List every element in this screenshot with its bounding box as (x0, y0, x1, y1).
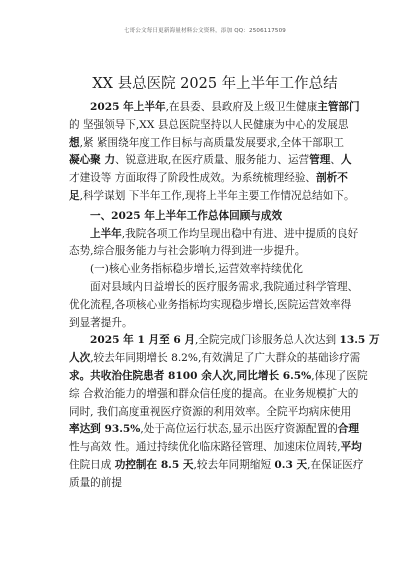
intro-paragraph (69, 99, 361, 117)
stats-line-6-bold: 率达到 93.5% (69, 423, 141, 436)
intro-line-1-text: ,在县委、县政府及上级卫生健康主管部门 (165, 101, 360, 113)
intro-line-3-text: ,紧 紧围绕年度工作目标与高质量发展要求,全体干部职工 (79, 136, 344, 149)
section-heading-1: 一、2025 年上半年工作总体回顾与成效 (90, 209, 283, 222)
stats-line-4 (69, 386, 361, 404)
stats-paragraph (69, 332, 380, 350)
section1-line-1 (69, 226, 361, 244)
stats-line-3-text: ,体现了医院 (311, 369, 368, 382)
section1-line-1-rest: ,我院各项工作均呈现出稳中有进、进中提质的良好 (121, 227, 359, 240)
intro-line-2 (69, 117, 361, 135)
stats-line-9-text: 质量的前提 (69, 476, 122, 489)
intro-line-6 (69, 188, 361, 206)
watermark-header: 七哥公文每日更新海量材料公文资料，添加 QQ：2506117509 (123, 28, 286, 34)
intro-line-1 (69, 99, 361, 117)
subsection-heading-1: (一)核心业务指标稳步增长,运营效率持续优化 (90, 263, 303, 276)
stats-line-6 (69, 421, 361, 439)
subsection1-line-1: 面对县域内日益增长的医疗服务需求,我院通过科学管理、 (90, 280, 359, 293)
stats-line-8-text: 住院日成 功控制在 8.5 天,较去年同期缩短 0.3 天,在保证医疗 (69, 458, 364, 471)
stats-line-1-text: ,全院完成门诊服务总人次达到 (195, 334, 340, 347)
document-body (69, 74, 380, 493)
stats-line-8 (69, 457, 364, 475)
intro-line-3 (69, 135, 361, 153)
intro-line-4-text: 、锐意进取,在医疗质量、服务能力、运营管理、人 (115, 154, 352, 167)
subsection1-paragraph (69, 279, 361, 297)
stats-line-3 (69, 368, 368, 386)
document-title: XX 县总医院 2025 年上半年工作总结 (92, 76, 338, 92)
intro-line-5 (69, 170, 361, 188)
section1-line-2: 态势,综合服务能力与社会影响力得到进一步提升。 (69, 245, 306, 258)
intro-line-6-text: ,科学谋划 下半年工作,现将上半年主要工作情况总结如下。 (79, 189, 355, 202)
subsection1-paragraph-cont (69, 297, 361, 333)
subsection1-line-2: 优化流程,各项核心业务指标均实现稳步增长,医院运营效率得 (69, 298, 352, 311)
stats-line-2-text: ,较去年同期增长 8.2%,有效满足了广大群众的基础诊疗需 (90, 352, 361, 365)
stats-line-5-text: 同时, 我们高度重视医疗资源的利用效率。全院平均病床使用 (69, 405, 352, 418)
intro-line-6-bold: 足 (69, 189, 80, 202)
intro-paragraph-cont (69, 117, 361, 206)
intro-line-3-bold: 想 (69, 136, 80, 149)
stats-paragraph-cont (69, 350, 368, 492)
stats-line-1-bold-end: 13.5 万 (339, 334, 380, 347)
stats-line-3-bold: 求。共收治住院患者 8100 余人次,同比增长 6.5% (69, 369, 312, 382)
stats-line-1 (69, 332, 380, 350)
stats-line-7-text: 性与高效 性。通过持续优化临床路径管理、加速床位周转,平均 (69, 441, 362, 454)
section1-paragraph (69, 226, 361, 244)
stats-line-6-text: ,处于高位运行状态,显示出医疗资源配置的合理 (140, 423, 359, 436)
intro-line-2-text: 的 坚强领导下,XX 县总医院坚持以人民健康为中心的发展思 (69, 118, 349, 131)
stats-line-2-bold: 人次 (69, 352, 91, 365)
stats-line-7 (69, 439, 361, 457)
stats-line-1-bold: 2025 年 1 月至 6 月 (90, 334, 196, 347)
stats-line-2 (69, 350, 361, 368)
stats-line-5 (69, 404, 361, 422)
intro-line-5-text: 才建设等 方面取得了阶段性成效。为系统梳理经验、剖析不 (69, 172, 348, 185)
subsection1-line-3: 到显著提升。 (69, 316, 133, 329)
intro-line-4 (69, 152, 361, 170)
intro-line-1-bold: 2025 年上半年 (90, 101, 166, 113)
section1-lead: 上半年 (90, 227, 122, 240)
intro-line-4-bold: 凝心聚 力 (69, 154, 116, 167)
stats-line-9 (69, 475, 361, 493)
stats-line-4-text: 综 合救治能力的增强和群众信任度的提高。在业务规模扩大的 (69, 387, 359, 400)
section1-paragraph-cont (69, 243, 361, 261)
